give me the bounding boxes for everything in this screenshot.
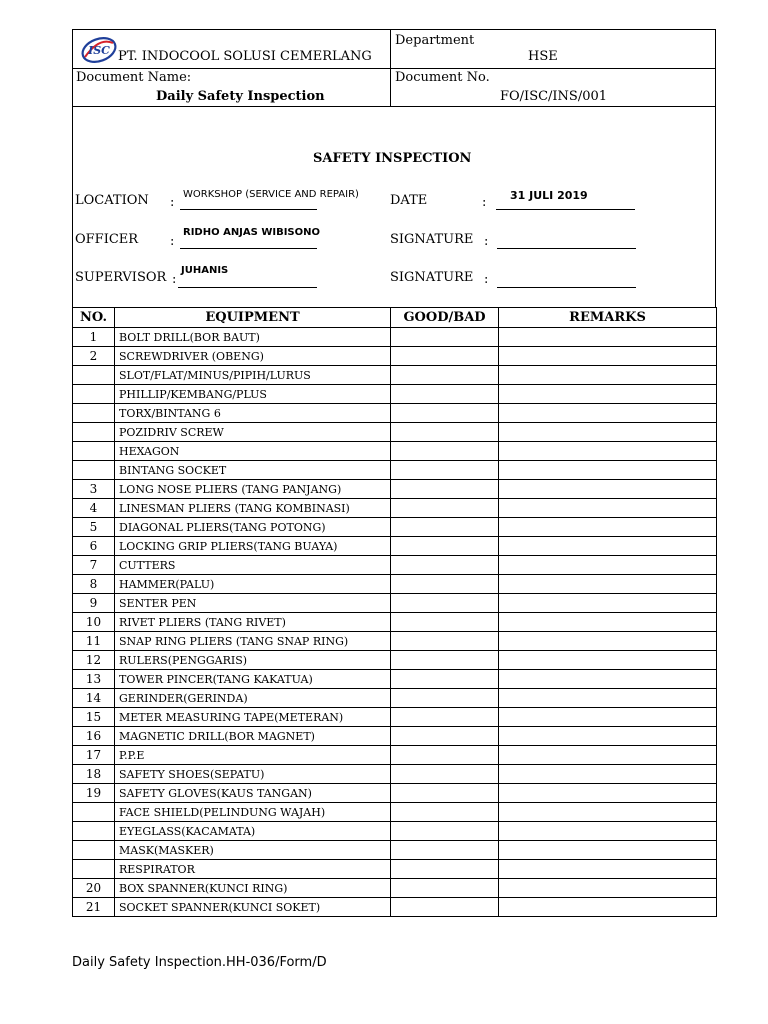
date-colon: : [482, 195, 487, 210]
equipment-name: SOCKET SPANNER(KUNCI SOKET) [115, 898, 391, 917]
remarks-cell[interactable] [499, 518, 717, 537]
good-bad-cell[interactable] [391, 385, 499, 404]
good-bad-cell[interactable] [391, 746, 499, 765]
remarks-cell[interactable] [499, 632, 717, 651]
good-bad-cell[interactable] [391, 841, 499, 860]
table-row [73, 765, 717, 784]
company-logo [79, 35, 119, 65]
remarks-cell[interactable] [499, 841, 717, 860]
row-number: 13 [73, 670, 115, 689]
table-row [73, 841, 717, 860]
good-bad-cell[interactable] [391, 366, 499, 385]
table-row [73, 784, 717, 803]
date-label: DATE [390, 193, 428, 208]
row-number: 5 [73, 518, 115, 537]
equipment-name: RULERS(PENGGARIS) [115, 651, 391, 670]
equipment-name: SAFETY GLOVES(KAUS TANGAN) [115, 784, 391, 803]
row-number: 12 [73, 651, 115, 670]
supervisor-colon: : [172, 272, 177, 287]
remarks-cell[interactable] [499, 347, 717, 366]
table-row [73, 328, 717, 347]
remarks-cell[interactable] [499, 423, 717, 442]
document-name-label: Document Name: [76, 70, 192, 85]
remarks-cell[interactable] [499, 727, 717, 746]
row-number: 2 [73, 347, 115, 366]
remarks-cell[interactable] [499, 594, 717, 613]
remarks-cell[interactable] [499, 404, 717, 423]
document-no-value: FO/ISC/INS/001 [500, 89, 608, 104]
officer-label: OFFICER [75, 232, 139, 247]
department-value: HSE [528, 49, 558, 64]
good-bad-cell[interactable] [391, 404, 499, 423]
remarks-cell[interactable] [499, 670, 717, 689]
table-row [73, 366, 717, 385]
good-bad-cell[interactable] [391, 765, 499, 784]
good-bad-cell[interactable] [391, 784, 499, 803]
good-bad-cell[interactable] [391, 613, 499, 632]
remarks-cell[interactable] [499, 556, 717, 575]
table-row [73, 518, 717, 537]
good-bad-cell[interactable] [391, 803, 499, 822]
row-number: 16 [73, 727, 115, 746]
equipment-name: HAMMER(PALU) [115, 575, 391, 594]
good-bad-cell[interactable] [391, 556, 499, 575]
table-row [73, 575, 717, 594]
header-good-bad: GOOD/BAD [391, 308, 499, 328]
officer-underline [180, 248, 317, 249]
table-row [73, 803, 717, 822]
equipment-name: GERINDER(GERINDA) [115, 689, 391, 708]
good-bad-cell[interactable] [391, 879, 499, 898]
good-bad-cell[interactable] [391, 708, 499, 727]
document-no-label: Document No. [395, 70, 490, 85]
equipment-name: POZIDRIV SCREW [115, 423, 391, 442]
row-number: 17 [73, 746, 115, 765]
table-row [73, 746, 717, 765]
equipment-name: BOLT DRILL(BOR BAUT) [115, 328, 391, 347]
equipment-name: SNAP RING PLIERS (TANG SNAP RING) [115, 632, 391, 651]
row-number: 3 [73, 480, 115, 499]
header-equipment: EQUIPMENT [115, 308, 391, 328]
remarks-cell[interactable] [499, 746, 717, 765]
remarks-cell[interactable] [499, 898, 717, 917]
table-row [73, 822, 717, 841]
row-number [73, 803, 115, 822]
document-name-value: Daily Safety Inspection [156, 89, 325, 104]
table-row [73, 480, 717, 499]
good-bad-cell[interactable] [391, 632, 499, 651]
table-row [73, 537, 717, 556]
good-bad-cell[interactable] [391, 518, 499, 537]
row-number: 11 [73, 632, 115, 651]
remarks-cell[interactable] [499, 708, 717, 727]
good-bad-cell[interactable] [391, 442, 499, 461]
table-row [73, 347, 717, 366]
remarks-cell[interactable] [499, 366, 717, 385]
officer-colon: : [170, 234, 175, 249]
footer-text: Daily Safety Inspection.HH-036/Form/D [72, 955, 327, 970]
location-underline [180, 209, 317, 210]
officer-signature-colon: : [484, 234, 489, 249]
location-colon: : [170, 195, 175, 210]
table-row [73, 670, 717, 689]
header-no: NO. [73, 308, 115, 328]
table-row [73, 594, 717, 613]
equipment-name: LOCKING GRIP PLIERS(TANG BUAYA) [115, 537, 391, 556]
row-number [73, 841, 115, 860]
table-row [73, 727, 717, 746]
good-bad-cell[interactable] [391, 575, 499, 594]
remarks-cell[interactable] [499, 879, 717, 898]
good-bad-cell[interactable] [391, 423, 499, 442]
equipment-name: CUTTERS [115, 556, 391, 575]
equipment-name: LINESMAN PLIERS (TANG KOMBINASI) [115, 499, 391, 518]
department-label: Department [395, 33, 475, 48]
remarks-cell[interactable] [499, 385, 717, 404]
equipment-name: TORX/BINTANG 6 [115, 404, 391, 423]
good-bad-cell[interactable] [391, 537, 499, 556]
good-bad-cell[interactable] [391, 594, 499, 613]
table-row [73, 879, 717, 898]
good-bad-cell[interactable] [391, 480, 499, 499]
table-row [73, 613, 717, 632]
isc-logo-icon [79, 35, 119, 65]
row-number [73, 461, 115, 480]
row-number: 4 [73, 499, 115, 518]
equipment-name: BINTANG SOCKET [115, 461, 391, 480]
row-number [73, 385, 115, 404]
row-number: 8 [73, 575, 115, 594]
row-number: 21 [73, 898, 115, 917]
table-row [73, 442, 717, 461]
remarks-cell[interactable] [499, 613, 717, 632]
location-label: LOCATION [75, 193, 149, 208]
remarks-cell[interactable] [499, 765, 717, 784]
good-bad-cell[interactable] [391, 670, 499, 689]
table-row [73, 404, 717, 423]
remarks-cell[interactable] [499, 499, 717, 518]
equipment-name: HEXAGON [115, 442, 391, 461]
table-row [73, 423, 717, 442]
header-remarks: REMARKS [499, 308, 717, 328]
row-number [73, 442, 115, 461]
equipment-name: METER MEASURING TAPE(METERAN) [115, 708, 391, 727]
date-underline [496, 209, 635, 210]
supervisor-underline [178, 287, 317, 288]
location-value[interactable]: WORKSHOP (SERVICE AND REPAIR) [183, 189, 359, 200]
equipment-name: BOX SPANNER(KUNCI RING) [115, 879, 391, 898]
table-row [73, 385, 717, 404]
remarks-cell[interactable] [499, 480, 717, 499]
remarks-cell[interactable] [499, 575, 717, 594]
equipment-name: DIAGONAL PLIERS(TANG POTONG) [115, 518, 391, 537]
table-row [73, 689, 717, 708]
row-number [73, 366, 115, 385]
equipment-name: FACE SHIELD(PELINDUNG WAJAH) [115, 803, 391, 822]
header-divider-horizontal [73, 68, 715, 69]
row-number: 10 [73, 613, 115, 632]
good-bad-cell[interactable] [391, 898, 499, 917]
row-number: 6 [73, 537, 115, 556]
equipment-name: SCREWDRIVER (OBENG) [115, 347, 391, 366]
officer-signature-label: SIGNATURE [390, 232, 474, 247]
good-bad-cell[interactable] [391, 328, 499, 347]
equipment-name: EYEGLASS(KACAMATA) [115, 822, 391, 841]
equipment-name: RESPIRATOR [115, 860, 391, 879]
row-number [73, 860, 115, 879]
table-row [73, 461, 717, 480]
table-row [73, 898, 717, 917]
equipment-name: PHILLIP/KEMBANG/PLUS [115, 385, 391, 404]
good-bad-cell[interactable] [391, 727, 499, 746]
supervisor-signature-colon: : [484, 272, 489, 287]
remarks-cell[interactable] [499, 651, 717, 670]
row-number: 18 [73, 765, 115, 784]
supervisor-signature-label: SIGNATURE [390, 270, 474, 285]
table-row [73, 860, 717, 879]
good-bad-cell[interactable] [391, 461, 499, 480]
row-number: 15 [73, 708, 115, 727]
row-number [73, 822, 115, 841]
equipment-name: P.P.E [115, 746, 391, 765]
table-row [73, 499, 717, 518]
equipment-name: MASK(MASKER) [115, 841, 391, 860]
table-header-row [73, 308, 717, 328]
equipment-name: TOWER PINCER(TANG KAKATUA) [115, 670, 391, 689]
row-number: 1 [73, 328, 115, 347]
remarks-cell[interactable] [499, 328, 717, 347]
row-number: 7 [73, 556, 115, 575]
equipment-name: RIVET PLIERS (TANG RIVET) [115, 613, 391, 632]
supervisor-label: SUPERVISOR [75, 270, 167, 285]
row-number: 9 [73, 594, 115, 613]
supervisor-value[interactable]: JUHANIS [181, 265, 229, 276]
officer-value[interactable]: RIDHO ANJAS WIBISONO [183, 227, 320, 238]
table-row [73, 651, 717, 670]
good-bad-cell[interactable] [391, 689, 499, 708]
equipment-name: SLOT/FLAT/MINUS/PIPIH/LURUS [115, 366, 391, 385]
officer-signature-line[interactable] [497, 248, 636, 249]
form-title: SAFETY INSPECTION [313, 151, 472, 166]
equipment-name: SENTER PEN [115, 594, 391, 613]
remarks-cell[interactable] [499, 784, 717, 803]
equipment-name: SAFETY SHOES(SEPATU) [115, 765, 391, 784]
good-bad-cell[interactable] [391, 499, 499, 518]
good-bad-cell[interactable] [391, 347, 499, 366]
remarks-cell[interactable] [499, 689, 717, 708]
good-bad-cell[interactable] [391, 822, 499, 841]
good-bad-cell[interactable] [391, 651, 499, 670]
row-number [73, 423, 115, 442]
supervisor-signature-line[interactable] [497, 287, 636, 288]
table-row [73, 556, 717, 575]
equipment-name: MAGNETIC DRILL(BOR MAGNET) [115, 727, 391, 746]
good-bad-cell[interactable] [391, 860, 499, 879]
row-number [73, 404, 115, 423]
date-value[interactable]: 31 JULI 2019 [510, 189, 588, 202]
remarks-cell[interactable] [499, 537, 717, 556]
row-number: 19 [73, 784, 115, 803]
equipment-name: LONG NOSE PLIERS (TANG PANJANG) [115, 480, 391, 499]
remarks-cell[interactable] [499, 860, 717, 879]
remarks-cell[interactable] [499, 461, 717, 480]
remarks-cell[interactable] [499, 822, 717, 841]
table-row [73, 708, 717, 727]
document-header [72, 29, 716, 107]
equipment-table [72, 307, 717, 917]
row-number: 14 [73, 689, 115, 708]
logo-text: ISC [88, 44, 110, 57]
remarks-cell[interactable] [499, 803, 717, 822]
table-row [73, 632, 717, 651]
row-number: 20 [73, 879, 115, 898]
company-name: PT. INDOCOOL SOLUSI CEMERLANG [118, 49, 372, 64]
remarks-cell[interactable] [499, 442, 717, 461]
